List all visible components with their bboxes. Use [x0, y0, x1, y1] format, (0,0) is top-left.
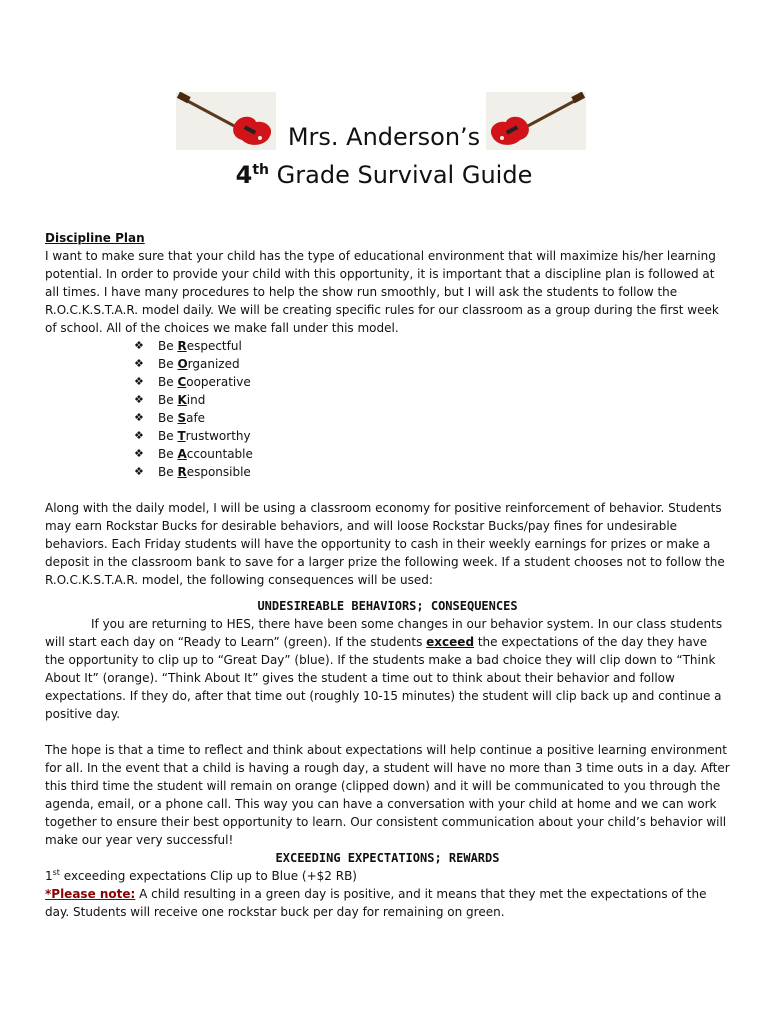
- diamond-bullet-icon: ❖: [134, 339, 144, 352]
- note-paragraph: *Please note: A child resulting in a green day is positive, and it means that they met the expectations of the day. Students will receive one rockstar buck per day for remaining on green.: [45, 887, 707, 919]
- list-item: ❖ Be Safe: [134, 411, 206, 425]
- rewards-heading: EXCEEDING EXPECTATIONS; REWARDS: [275, 851, 500, 865]
- page-title: Mrs. Anderson’s: [287, 123, 481, 151]
- consequences-heading: UNDESIREABLE BEHAVIORS; CONSEQUENCES: [257, 599, 518, 613]
- diamond-bullet-icon: ❖: [134, 447, 144, 460]
- list-item: ❖ Be Responsible: [134, 465, 251, 479]
- list-item: ❖ Be Trustworthy: [134, 429, 251, 443]
- economy-paragraph: Along with the daily model, I will be using a classroom economy for positive reinforcement of behavior. Students may earn Rockstar Bucks for desirable behaviors, and will loose Rockstar Bucks/pay fines for undesirable behaviors. Each Friday students will have the opportunity to cash in their weekly earnings for prizes or make a deposit in the classroom bank to save for a larger prize the following week. If a student chooses not to follow the R.O.C.K.S.T.A.R. model, the following consequences will be used:: [45, 501, 725, 587]
- discipline-heading: Discipline Plan: [45, 231, 145, 245]
- discipline-paragraph: I want to make sure that your child has the type of educational environment that will maximize his/her learning potential. In order to provide your child with this opportunity, it is important that a discipline plan is followed at all times. I have many procedures to help the show run smoothly, but I will ask the students to follow the R.O.C.K.S.T.A.R. model daily. We will be creating specific rules for our classroom as a group during the first week of school. All of the choices we make fall under this model.: [45, 249, 719, 335]
- list-item: ❖ Be Organized: [134, 357, 240, 371]
- list-item: ❖ Be Accountable: [134, 447, 253, 461]
- rockstar-list: [45, 337, 730, 481]
- hope-paragraph: The hope is that a time to reflect and think about expectations will help continue a positive learning environment for all. In the event that a child is having a rough day, a student will have no more than 3 time outs in a day. After this third time the student will remain on orange (clipped down) and it will be communicated to you through the agenda, email, or a phone call. This way you can have a conversation with your child at home and we can work together to ensure their best opportunity to learn. Our consistent communication about your child’s behavior will make our year very successful!: [45, 743, 730, 847]
- diamond-bullet-icon: ❖: [134, 393, 144, 406]
- behavior-system-paragraph: If you are returning to HES, there have been some changes in our behavior system. In our class students will start each day on “Ready to Learn” (green). If the students exceed the expectations of the day they have the opportunity to clip up to “Great Day” (blue). If the students make a bad choice they will clip down to “Think About It” (orange). “Think About It” gives the student a time out to think about their behavior and follow expectations. If they do, after that time out (roughly 10-15 minutes) the student will clip back up and continue a positive day.: [45, 617, 723, 721]
- diamond-bullet-icon: ❖: [134, 357, 144, 370]
- page-subtitle: 4th Grade Survival Guide: [235, 161, 533, 189]
- list-item: ❖ Be Cooperative: [134, 375, 251, 389]
- diamond-bullet-icon: ❖: [134, 429, 144, 442]
- reward-line: 1st exceeding expectations Clip up to Blue (+$2 RB): [45, 868, 357, 883]
- list-item: ❖ Be Respectful: [134, 339, 242, 353]
- document-body: [45, 229, 730, 921]
- diamond-bullet-icon: ❖: [134, 465, 144, 478]
- list-item: ❖ Be Kind: [134, 393, 206, 407]
- diamond-bullet-icon: ❖: [134, 375, 144, 388]
- diamond-bullet-icon: ❖: [134, 411, 144, 424]
